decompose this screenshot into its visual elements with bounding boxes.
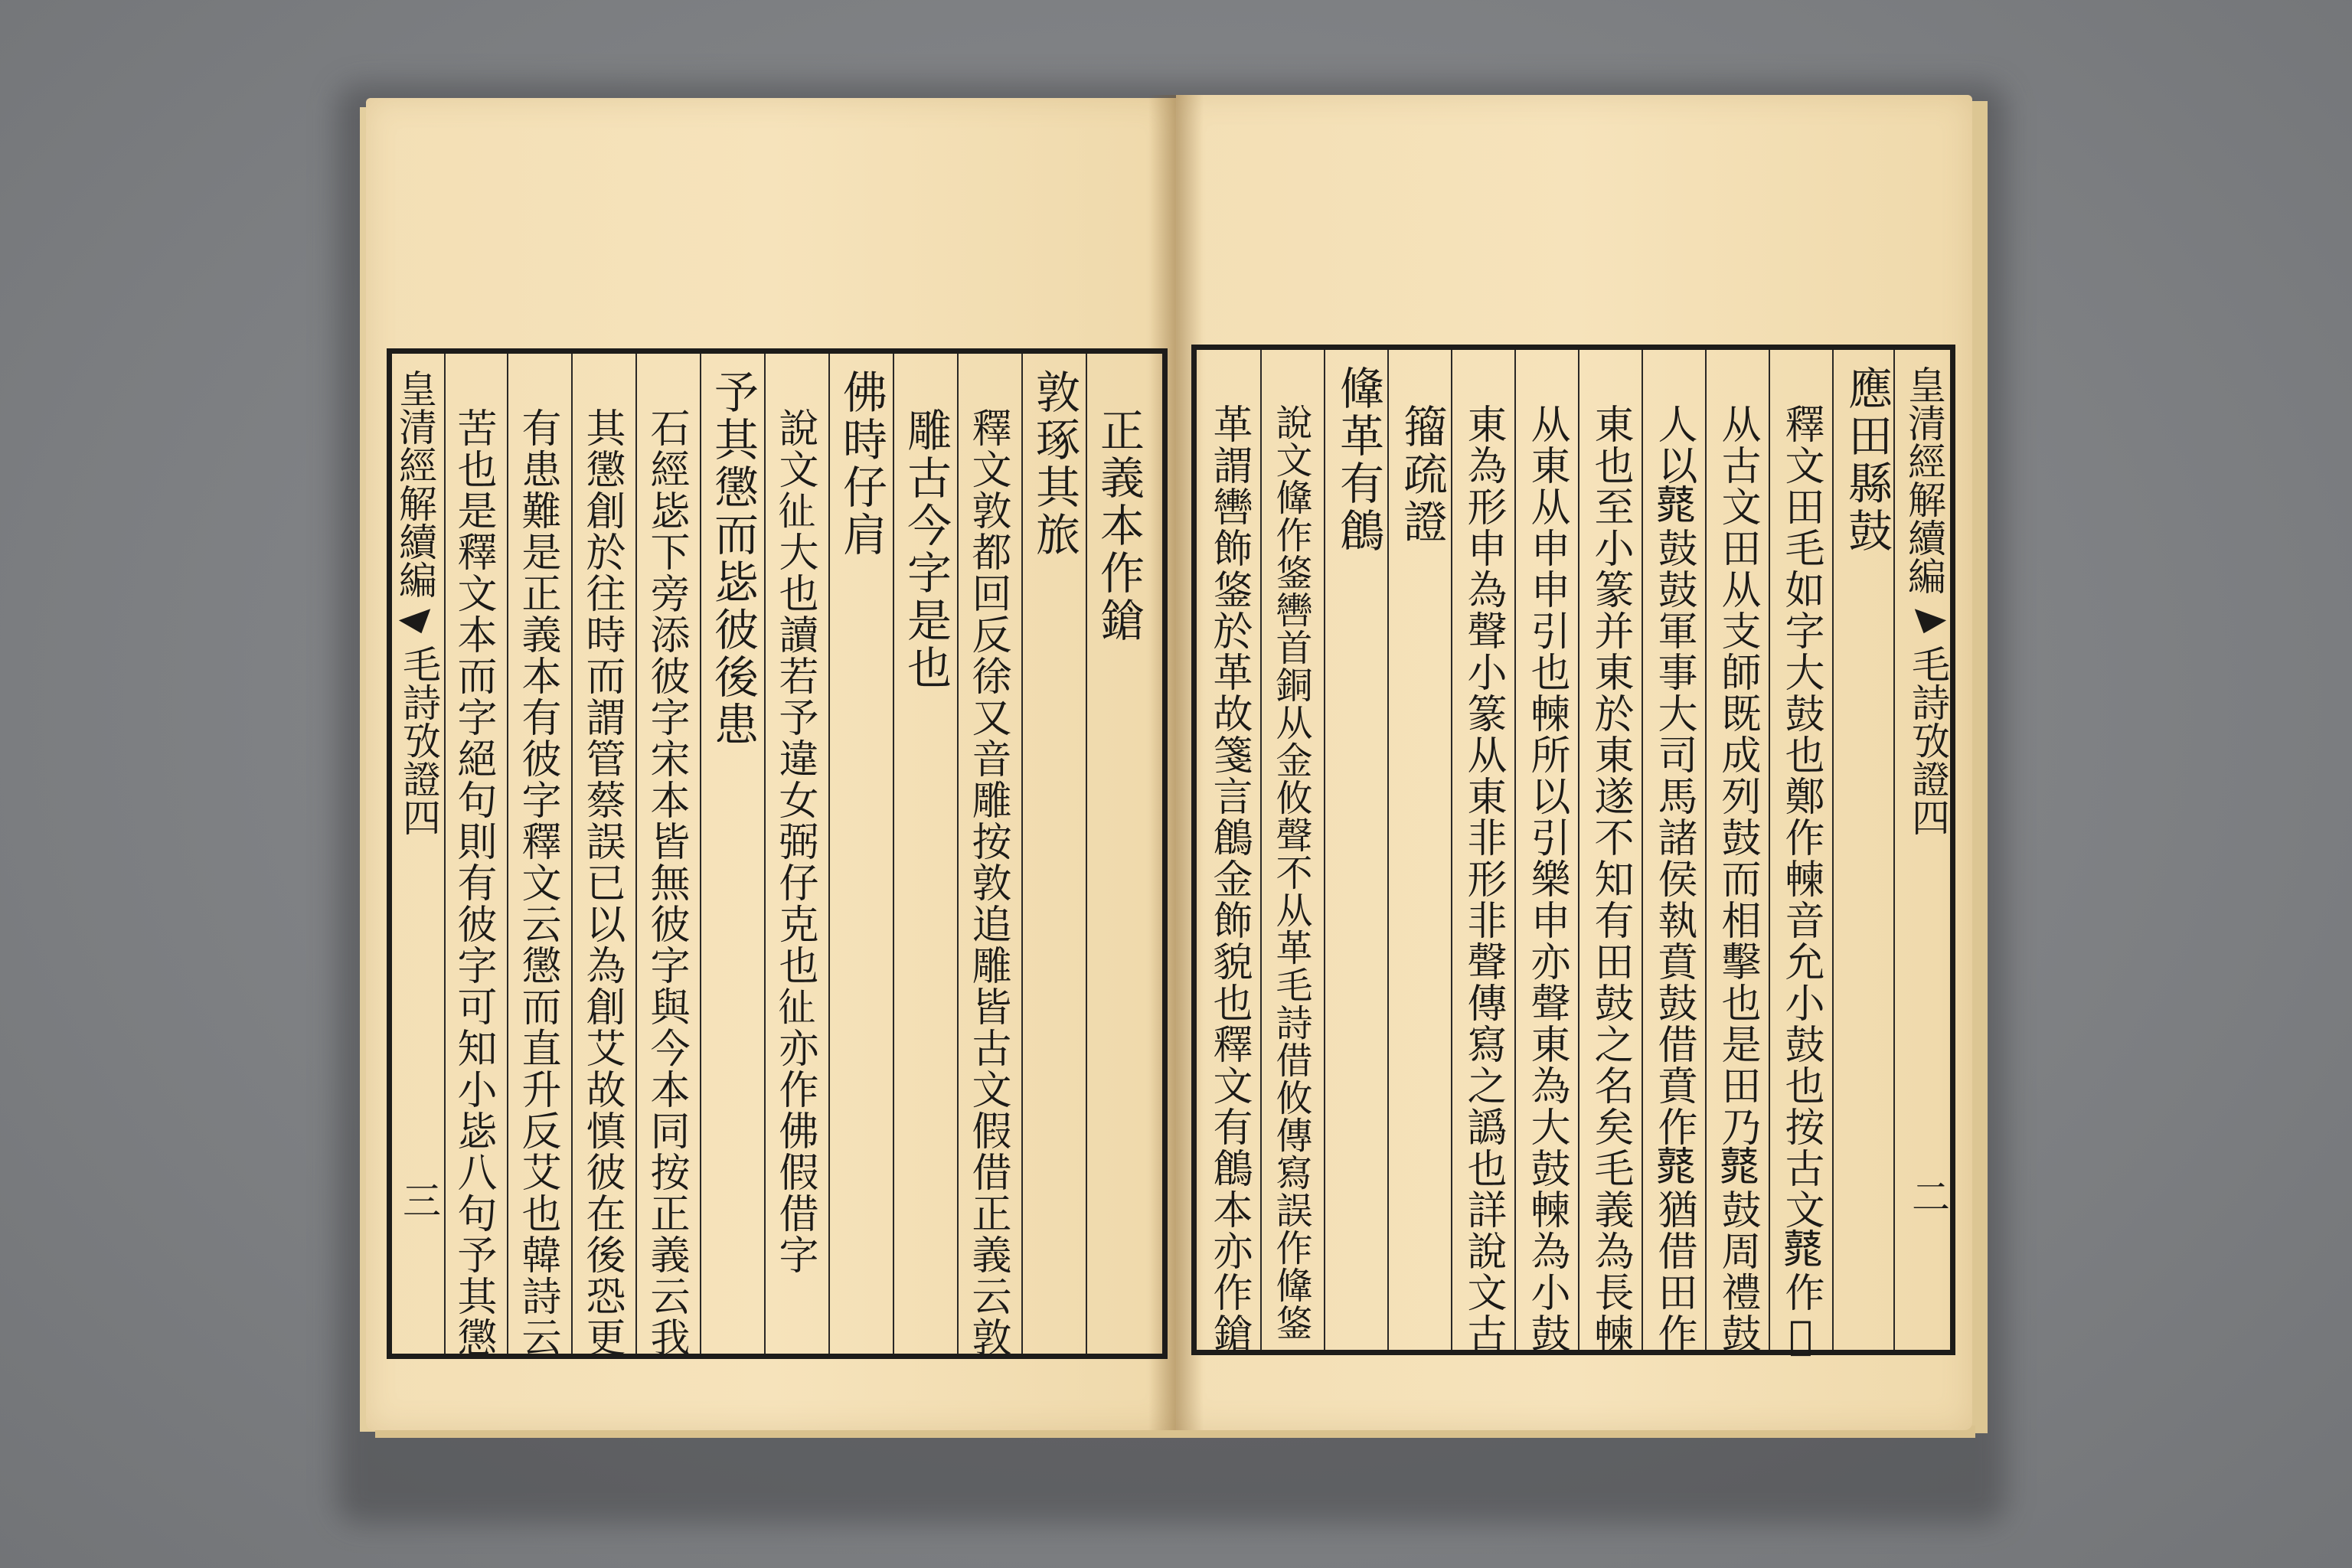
text-column: 說文𢓊大也讀若予違女弼仔克也𢓊亦作佛假借字 [772, 407, 818, 1276]
left-text-frame [387, 348, 1168, 1359]
right-banxin-rule [1893, 350, 1895, 1350]
left-fish-tail-mark [399, 609, 437, 639]
column-rule [507, 354, 508, 1354]
right-banxin-title: 皇清經解續編 [1902, 365, 1946, 595]
column-rule [1021, 354, 1023, 1354]
column-rule [571, 354, 573, 1354]
text-column: 其懲創於往時而謂管蔡誤已以為創艾故慎彼在後恐更 [579, 407, 625, 1358]
text-column: 苦也是釋文本而字絕句則有彼字可知小毖八句予其懲 [450, 407, 496, 1358]
column-rule [1451, 350, 1452, 1350]
text-column: 革謂轡飾鋚於革故箋言鶬金飾貌也釋文有鶬本亦作鎗 [1206, 403, 1252, 1354]
column-rule [828, 354, 830, 1354]
column-rule [1705, 350, 1707, 1350]
column-rule [1514, 350, 1516, 1350]
text-column: 釋文田毛如字大鼓也鄭作朄音允小鼓也按古文𪔛作𢼸 [1778, 403, 1824, 1361]
text-column: 敦琢其旅 [1028, 369, 1080, 559]
text-column: 應田縣鼓 [1841, 365, 1893, 555]
column-rule [1387, 350, 1389, 1350]
left-banxin-rule [444, 354, 446, 1354]
right-fish-tail-mark [1908, 609, 1946, 639]
column-rule [700, 354, 701, 1354]
text-column: 籀疏證 [1396, 403, 1448, 546]
text-column: 東也至小篆并東於東遂不知有田鼓之名矣毛義為長朄 [1587, 403, 1633, 1354]
text-column: 从古文田从支師既成列鼓而相擊也是田乃𪔛鼓周禮鼓 [1714, 403, 1760, 1354]
text-column: 釋文敦都回反徐又音雕按敦追雕皆古文假借正義云敦 [965, 407, 1011, 1358]
column-rule [957, 354, 959, 1354]
text-column: 从東从申申引也朄所以引樂申亦聲東為大鼓朄為小鼓 [1524, 403, 1570, 1354]
left-banxin-section: 毛詩攷證四 [397, 645, 441, 836]
column-rule [1642, 350, 1643, 1350]
text-column: 人以𪔛鼓鼓軍事大司馬諸侯執賁鼓借賁作𪔛猶借田作 [1651, 403, 1697, 1354]
text-column: 有患難是正義本有彼字釋文云懲而直升反艾也韓詩云 [514, 407, 560, 1358]
column-rule [1324, 350, 1325, 1350]
text-column: 予其懲而毖彼後患 [707, 369, 759, 749]
right-text-frame [1191, 345, 1955, 1361]
text-column: 佛時仔肩 [835, 369, 887, 559]
column-rule [1260, 350, 1262, 1350]
right-banxin-section: 毛詩攷證四 [1906, 645, 1950, 836]
left-banxin-title: 皇清經解續編 [393, 369, 437, 599]
column-rule [1086, 354, 1087, 1354]
column-rule [1769, 350, 1770, 1350]
column-rule [893, 354, 894, 1354]
text-column: 說文鞗作鋚轡首銅从金攸聲不从革毛詩借攸傳寫誤作鞗鋚 [1269, 403, 1312, 1341]
text-column: 雕古今字是也 [900, 407, 952, 692]
left-banxin-folio: 三 [397, 1181, 441, 1219]
column-rule [1832, 350, 1834, 1350]
right-banxin-folio: 二 [1906, 1177, 1950, 1215]
text-column: 石經毖下旁添彼字宋本皆無彼字與今本同按正義云我 [643, 407, 689, 1358]
column-rule [1578, 350, 1579, 1350]
text-column: 東為形申為聲小篆从東非形非聲傳寫之譌也詳說文古 [1460, 403, 1506, 1354]
column-rule [635, 354, 637, 1354]
column-rule [764, 354, 766, 1354]
text-column: 正義本作鎗 [1093, 407, 1145, 645]
text-column: 鞗革有鶬 [1332, 365, 1384, 555]
